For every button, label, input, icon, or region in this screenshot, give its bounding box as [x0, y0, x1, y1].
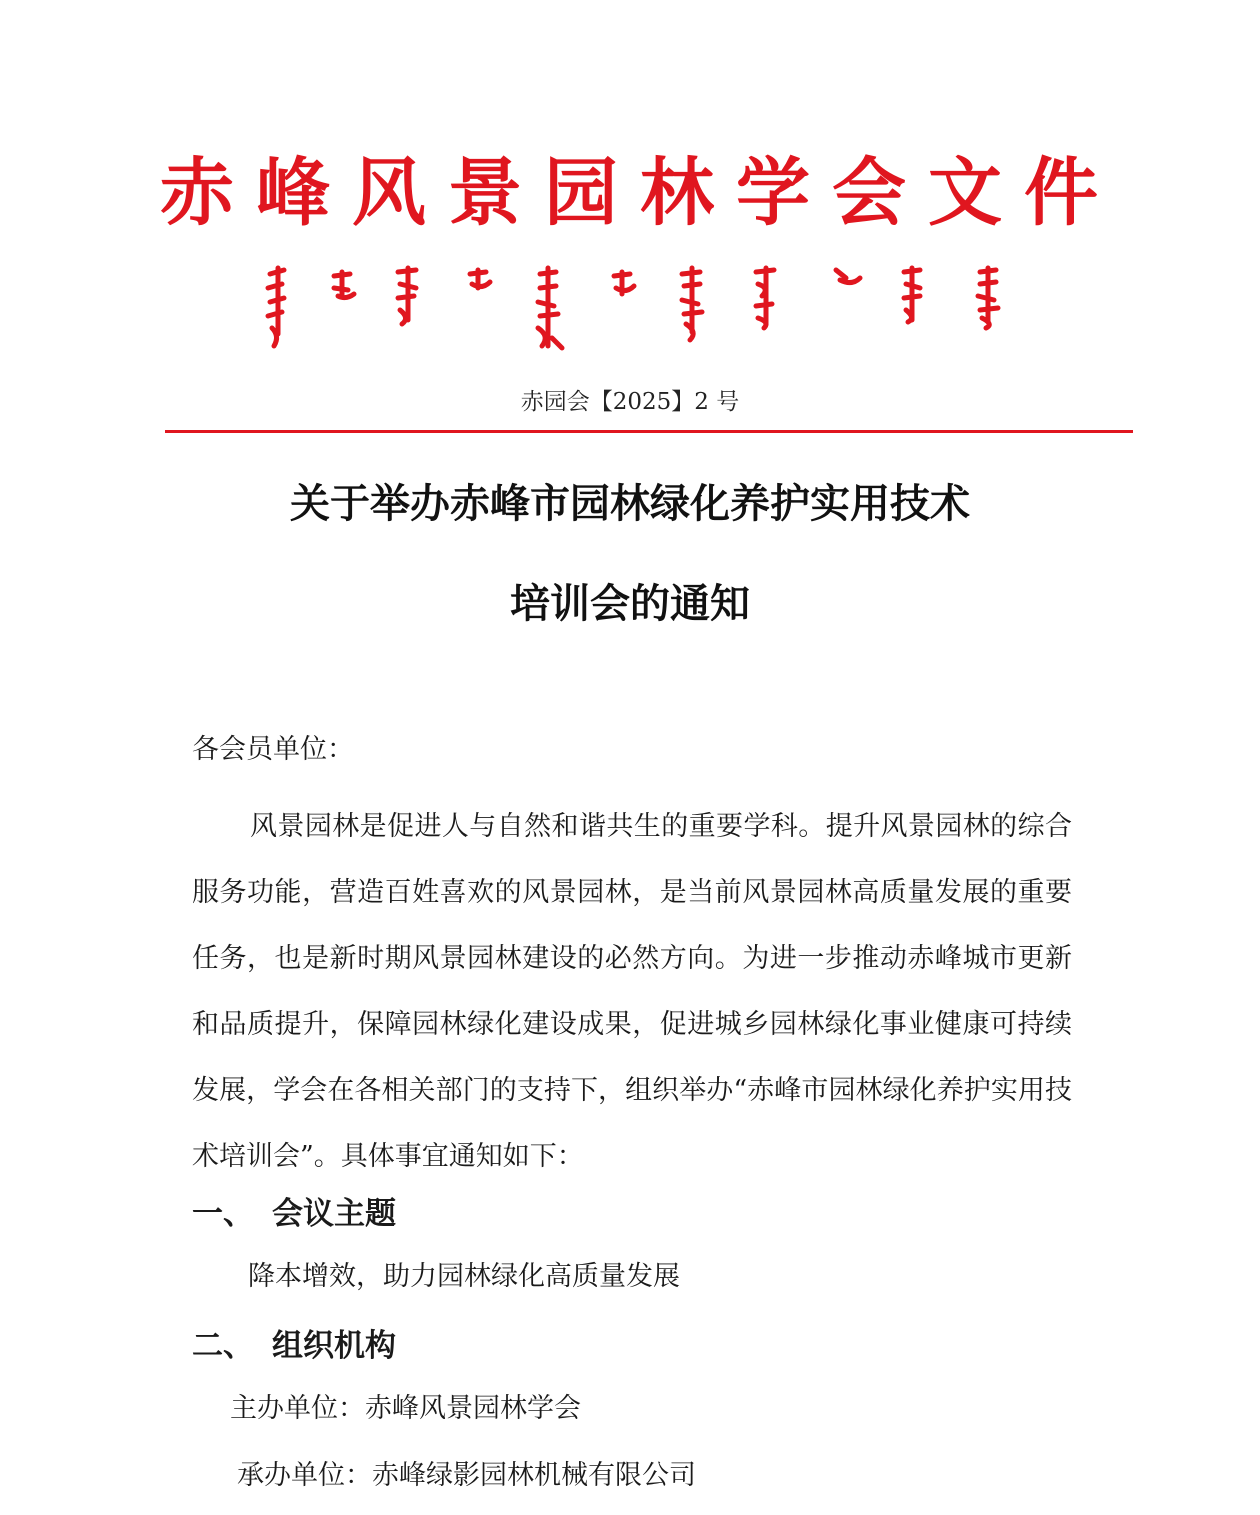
document-header-title: 赤峰风景园林学会文件 [160, 150, 1120, 236]
section-heading-theme [192, 1194, 396, 1234]
body-paragraph: 风景园林是促进人与自然和谐共生的重要学科。提升风景园林的综合服务功能，营造百姓喜欢的风景园林，是当前风景园林高质量发展的重要任务，也是新时期风景园林建设的必然方向。为进一步推动赤峰城市更新和品质提升，保障园林绿化建设成果，促进城乡园林绿化事业健康可持续发展，学会在各相关部门的支持下，组织举办“赤峰市园林绿化养护实用技术培训会”。具体事宜通知如下： [192, 811, 1072, 1172]
section-heading-organization [192, 1326, 396, 1366]
document-number: 赤园会【2025】2 号 [520, 389, 740, 415]
co-organizer-line: 承办单位：赤峰绿影园林机械有限公司 [237, 1460, 696, 1491]
red-divider-line [165, 430, 1133, 433]
section-title: 组织机构 [272, 1328, 396, 1364]
section-number: 二、 [192, 1328, 254, 1364]
notice-title-line-2: 培训会的通知 [510, 581, 750, 627]
mongolian-script-title [250, 262, 1020, 354]
section-title: 会议主题 [272, 1196, 396, 1232]
section-number: 一、 [192, 1196, 254, 1232]
organizer-line: 主办单位：赤峰风景园林学会 [230, 1393, 581, 1424]
meeting-theme-text: 降本增效，助力园林绿化高质量发展 [248, 1261, 680, 1292]
notice-title-line-1: 关于举办赤峰市园林绿化养护实用技术 [290, 481, 970, 527]
salutation: 各会员单位： [192, 734, 354, 765]
